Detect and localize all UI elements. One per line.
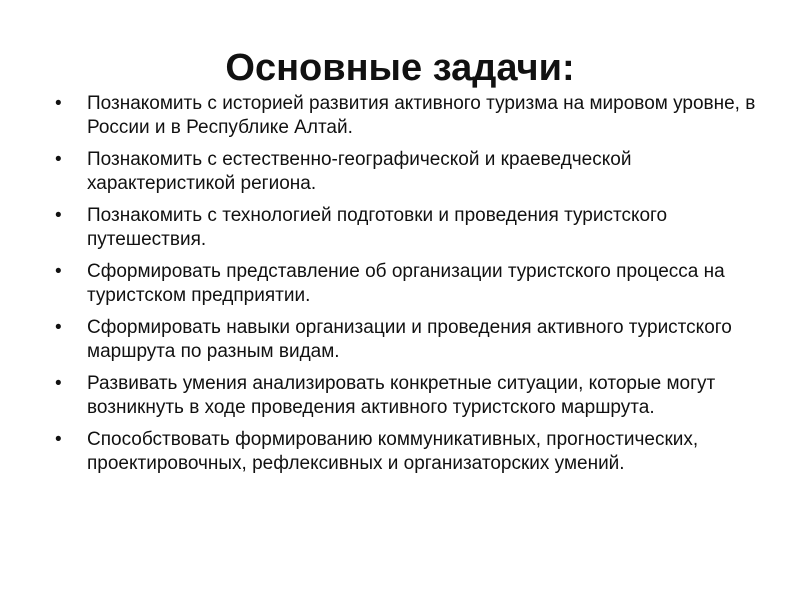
- list-item: [55, 428, 765, 476]
- list-item-text: Сформировать навыки организации и проведения активного туристского маршрута по разным видам.: [87, 317, 732, 362]
- list-item-text: Познакомить с естественно-географической и краеведческой характеристикой региона.: [87, 149, 632, 194]
- list-item: [55, 260, 765, 308]
- list-item: [55, 316, 765, 364]
- list-item: [55, 148, 765, 196]
- bullet-icon: •: [55, 429, 62, 450]
- bullet-icon: •: [55, 205, 62, 226]
- list-item: [55, 204, 765, 252]
- list-item: [55, 372, 765, 420]
- list-item-text: Способствовать формированию коммуникативных, прогностических, проектировочных, рефлексивных и организаторских умений.: [87, 429, 699, 474]
- bullet-icon: •: [55, 317, 62, 338]
- list-item-text: Познакомить с историей развития активного туризма на мировом уровне, в России и в Республике Алтай.: [87, 93, 756, 138]
- bullet-icon: •: [55, 261, 62, 282]
- bullet-icon: •: [55, 373, 62, 394]
- list-item-text: Сформировать представление об организации туристского процесса на туристском предприятии.: [87, 261, 725, 306]
- list-item: [55, 92, 765, 140]
- list-item-text: Познакомить с технологией подготовки и проведения туристского путешествия.: [87, 205, 668, 250]
- slide-title: Основные задачи:: [225, 47, 575, 90]
- bullet-icon: •: [55, 149, 62, 170]
- bullet-icon: •: [55, 93, 62, 114]
- list-item-text: Развивать умения анализировать конкретные ситуации, которые могут возникнуть в ходе проведения активного туристского маршрута.: [87, 373, 716, 418]
- task-list: [55, 92, 765, 484]
